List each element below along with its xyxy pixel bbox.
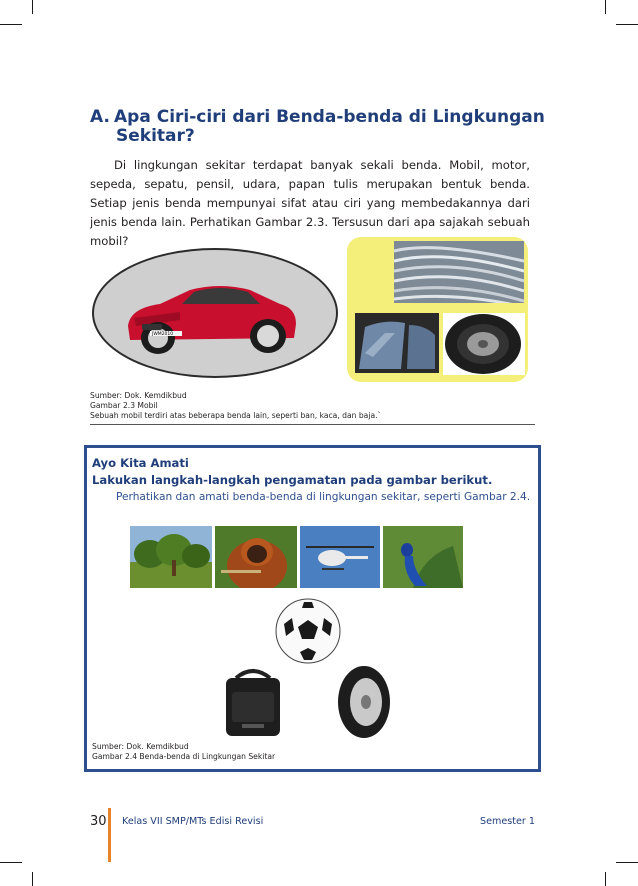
car-image bbox=[120, 268, 300, 360]
figure-2-3-description: Sebuah mobil terdiri atas beberapa benda lain, seperti ban, kaca, dan baja.` bbox=[90, 411, 382, 420]
footer-accent-bar bbox=[108, 808, 111, 862]
activity-title: Ayo Kita Amati bbox=[92, 456, 189, 470]
crop-mark bbox=[605, 0, 606, 14]
crop-mark bbox=[0, 862, 22, 863]
orangutan-image bbox=[215, 526, 297, 588]
page-number: 30 bbox=[90, 814, 107, 829]
crop-mark bbox=[616, 862, 638, 863]
steel-cable-image bbox=[394, 241, 524, 303]
tire-image bbox=[443, 313, 525, 375]
figure-2-4-source: Sumber: Dok. Kemdikbud bbox=[92, 742, 189, 751]
body-paragraph-text: Di lingkungan sekitar terdapat banyak sekali benda. Mobil, motor, sepeda, sepatu, pensil, udara, papan tulis merupakan bentuk benda. Setiap jenis benda mempunyai sifat atau ciri yang membedakannya dari jenis benda lain. Perhatikan Gambar 2.3. Tersusun dari apa sajakah sebuah mobil? bbox=[90, 158, 530, 248]
car-window-glass-image bbox=[355, 313, 439, 373]
car-tire-image bbox=[336, 664, 392, 740]
section-heading bbox=[90, 108, 550, 146]
figure-2-3-source: Sumber: Dok. Kemdikbud bbox=[90, 391, 187, 400]
activity-subtitle: Lakukan langkah-langkah pengamatan pada gambar berikut. bbox=[92, 473, 493, 487]
section-title-line1: Apa Ciri-ciri dari Benda-benda di Lingkungan bbox=[114, 107, 545, 127]
crop-mark bbox=[32, 872, 33, 886]
tree-image bbox=[130, 526, 212, 588]
peacock-image bbox=[383, 526, 463, 588]
figure-2-4-label: Gambar 2.4 Benda-benda di Lingkungan Sekitar bbox=[92, 752, 276, 761]
soccer-ball-image bbox=[272, 596, 344, 666]
footer-semester: Semester 1 bbox=[480, 816, 536, 827]
section-title-line2: Sekitar? bbox=[116, 126, 195, 146]
camera-bag-image bbox=[212, 664, 294, 740]
footer-book-title: Kelas VII SMP/MTs Edisi Revisi bbox=[122, 816, 264, 827]
crop-mark bbox=[32, 0, 33, 14]
activity-instruction: Perhatikan dan amati benda-benda di lingkungan sekitar, seperti Gambar 2.4. bbox=[116, 491, 531, 503]
crop-mark bbox=[605, 872, 606, 886]
crop-mark bbox=[616, 24, 638, 25]
caption-divider bbox=[90, 424, 535, 425]
section-number: A. bbox=[90, 107, 110, 127]
figure-2-3-label: Gambar 2.3 Mobil bbox=[90, 401, 158, 410]
figure-2-4-caption bbox=[92, 742, 275, 762]
helicopter-image bbox=[300, 526, 380, 588]
car-plate-text: JWM2010 bbox=[152, 332, 174, 337]
figure-2-3-caption bbox=[90, 391, 381, 421]
crop-mark bbox=[0, 24, 22, 25]
